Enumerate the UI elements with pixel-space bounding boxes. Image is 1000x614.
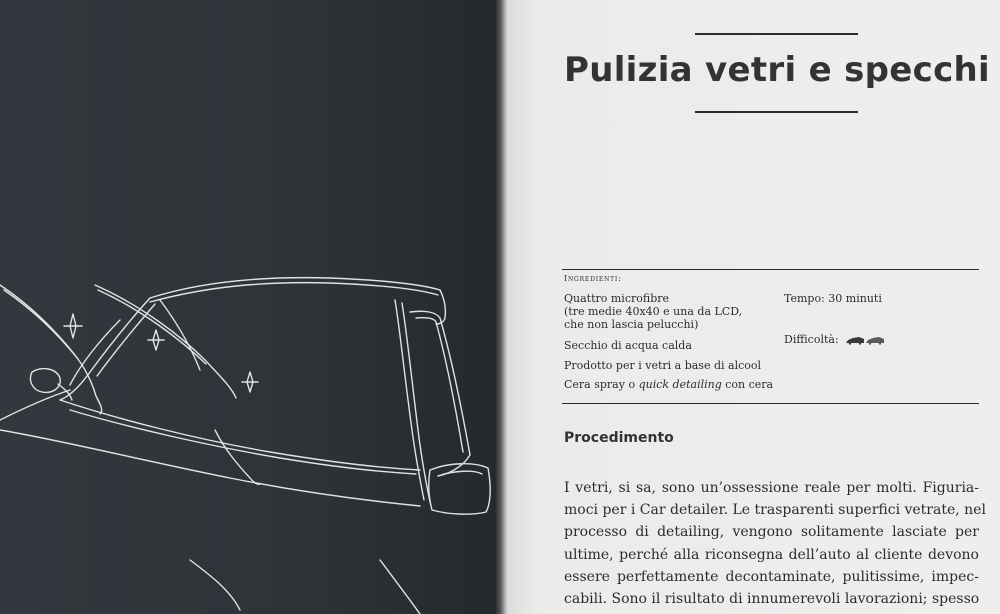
body-line: processo di detailing, vengono solitamente lasciate per	[564, 524, 979, 541]
body-line: ultime, perché alla riconsegna dell’auto al cliente devono	[564, 546, 979, 563]
ingredient-line: Secchio di acqua calda	[564, 339, 692, 352]
difficulty-label: Difficoltà:	[784, 333, 839, 346]
text-page	[508, 0, 1000, 614]
ingredient-item	[564, 292, 742, 331]
body-line: I vetri, si sa, sono un’ossessione reale per molti. Figuria-	[564, 480, 979, 496]
ingredients-rule-bottom	[562, 403, 979, 404]
page-title: Pulizia vetri e specchi	[564, 50, 990, 90]
body-line: moci per i Car detailer. Le trasparenti superfici vetrate, nel	[564, 502, 986, 519]
ingredients-heading: Ingredienti:	[564, 274, 622, 283]
ingredient-text: Cera spray o	[564, 378, 639, 391]
ingredient-italic: quick detailing	[638, 378, 722, 391]
title-rule-bottom	[695, 111, 858, 113]
ingredient-line: che non lascia pelucchi)	[564, 318, 699, 331]
prep-time: Tempo: 30 minuti	[784, 292, 882, 305]
ingredients-rule-top	[562, 269, 979, 270]
ingredient-line: Quattro microfibre	[564, 292, 670, 305]
body-line: essere perfettamente decontaminate, pulitissime, impec-	[564, 568, 979, 585]
ingredient-line: (tre medie 40x40 e una da LCD,	[564, 305, 743, 318]
difficulty	[784, 333, 885, 346]
ingredient-item	[564, 378, 773, 391]
ingredient-text: con cera	[721, 378, 774, 391]
body-paragraph	[564, 477, 986, 610]
title-rule-top	[695, 33, 858, 35]
ingredient-item	[564, 359, 761, 372]
ingredient-line: Prodotto per i vetri a base di alcool	[564, 359, 762, 372]
ingredient-item	[564, 339, 692, 352]
section-title: Procedimento	[564, 430, 674, 446]
body-line: cabili. Sono il risultato di innumerevoli lavorazioni; spesso	[564, 591, 980, 608]
car-icon	[845, 335, 885, 345]
